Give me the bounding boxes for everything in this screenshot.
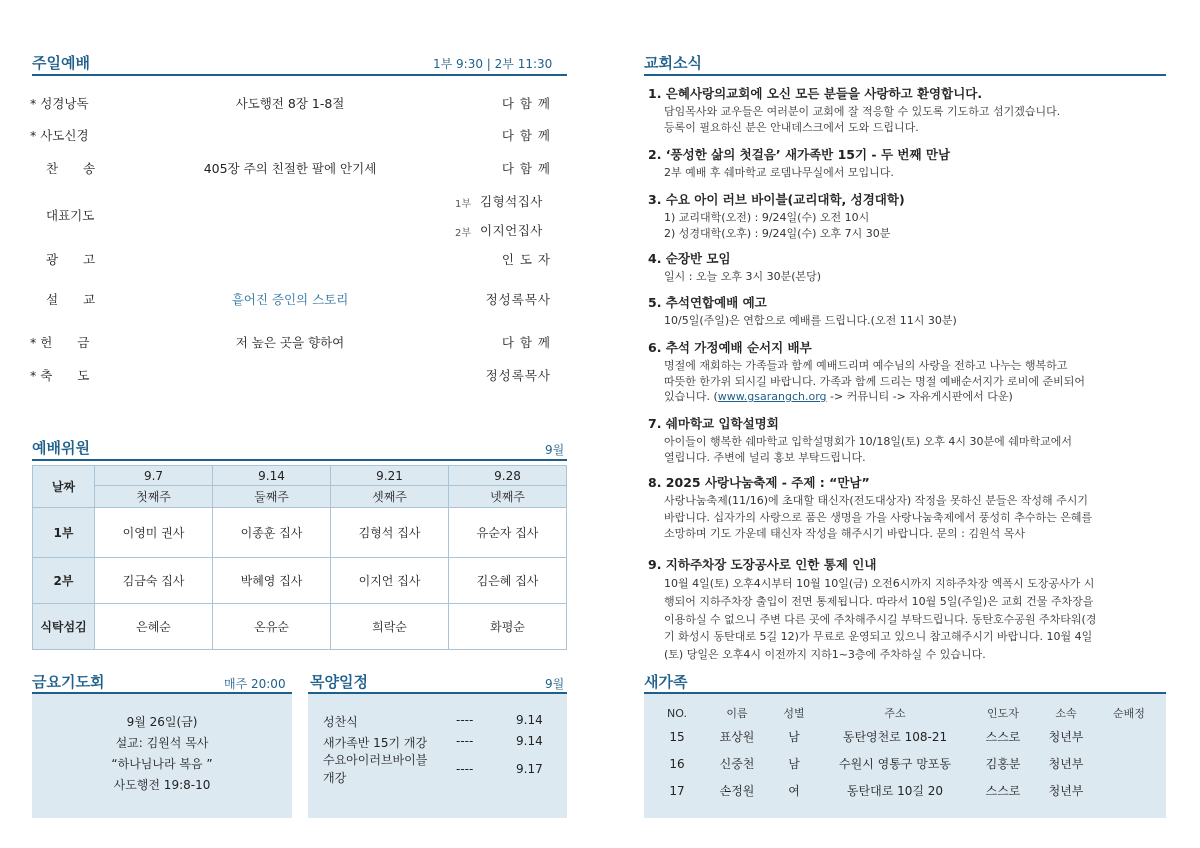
worship-content: 405장 주의 친절한 팔에 안기세	[203, 161, 377, 176]
news-item	[648, 249, 1168, 285]
newcomers-header: 이름	[726, 707, 748, 720]
news-body: 사랑나눔축제(11/16)에 초대할 태신자(전도대상자) 작정을 못하신 분들은 작성해 주시기 바랍니다. 십자가의 사랑으로 품은 생명을 가을 사랑나눔축제에서 풍성히 추수하는 은혜를 소망하며 기도 가운데 태신자 작성을 해주시기 바랍니다. 문의 : 김원석 목사	[664, 494, 1093, 540]
worship-label: * 축 도	[30, 368, 90, 383]
newcomer-dept: 청년부	[1048, 757, 1084, 771]
friday-preacher: 설교: 김원석 목사	[115, 736, 209, 750]
roster-month: 9월	[545, 443, 565, 457]
pastoral-box	[308, 694, 567, 818]
news-heading: 1. 은혜사랑의교회에 오신 모든 분들을 사랑하고 환영합니다.	[648, 86, 983, 101]
newcomers-header: 성별	[783, 707, 805, 720]
newcomers-header: 인도자	[987, 707, 1019, 720]
worship-row	[30, 366, 565, 386]
worship-row	[30, 333, 565, 353]
prayer-second-name: 이지언집사	[480, 223, 543, 238]
newcomer-address: 동탄영천로 108-21	[842, 730, 948, 744]
news-heading: 2. ‘풍성한 삶의 첫걸음’ 새가족반 15기 - 두 번째 만남	[648, 147, 951, 162]
news-item	[648, 84, 1168, 135]
pastoral-item-name: 수요아이러브바이블 개강	[323, 753, 428, 785]
newcomer-gender: 여	[788, 784, 800, 798]
newcomer-gender: 남	[788, 730, 800, 744]
friday-title: 금요기도회	[32, 673, 105, 691]
roster-date: 9.28	[449, 466, 567, 486]
news-body: 1) 교리대학(오전) : 9/24일(수) 오전 10시 2) 성경대학(오후) : 9/24일(수) 오후 7시 30분	[664, 211, 891, 240]
prayer-label: 대표기도	[46, 208, 95, 223]
newcomers-header: NO.	[667, 706, 687, 720]
news-body-text: 있습니다. (	[664, 390, 718, 403]
news-heading: 7. 쉐마학교 입학설명회	[648, 416, 779, 431]
pastoral-title: 목양일정	[310, 673, 368, 691]
roster-cell: 김금숙 집사	[95, 558, 213, 604]
worship-leader: 다 함 께	[501, 128, 551, 143]
newcomers-header: 순배정	[1113, 707, 1145, 720]
news-body-text: -> 커뮤니티 -> 자유게시판에서 다운)	[826, 390, 1013, 403]
news-item	[648, 145, 1168, 181]
roster-cell: 희락순	[331, 604, 449, 650]
news-body: 아이들이 행복한 쉐마학교 입학설명회가 10/18일(토) 오후 4시 30분에 쉐마학교에서 열립니다. 주변에 널리 홍보 부탁드립니다.	[664, 435, 1073, 464]
roster-cell: 유순자 집사	[449, 508, 567, 558]
news-item	[648, 473, 1168, 543]
pastoral-item-dash: ----	[456, 713, 474, 727]
newcomers-title: 새가족	[644, 673, 688, 691]
news-body: 10/5일(주일)은 연합으로 예배를 드립니다.(오전 11시 30분)	[664, 314, 957, 327]
newcomers-table	[648, 703, 1162, 804]
newcomer-group	[1096, 777, 1162, 804]
news-item	[648, 190, 1168, 241]
worship-row	[30, 290, 565, 310]
roster-date: 9.14	[213, 466, 331, 486]
pastoral-item-name: 성찬식	[323, 715, 358, 729]
roster-cell: 온유순	[213, 604, 331, 650]
roster-cell: 이지언 집사	[331, 558, 449, 604]
worship-label: 찬 송	[46, 161, 96, 176]
pastoral-item-dash: ----	[456, 762, 474, 776]
roster-row-label: 2부	[33, 558, 95, 604]
newcomer-name: 신중천	[719, 757, 755, 771]
table-row	[648, 777, 1162, 804]
news-body: 2부 예배 후 쉐마학교 로뎀나무실에서 모입니다.	[664, 166, 894, 179]
pastoral-item-dash: ----	[456, 734, 474, 748]
roster-cell: 이영미 권사	[95, 508, 213, 558]
news-item	[648, 338, 1168, 405]
friday-date: 9월 26일(금)	[126, 715, 198, 729]
website-link[interactable]: www.gsarangch.org	[717, 390, 827, 403]
news-item	[648, 555, 1168, 664]
newcomer-guide: 스스로	[985, 730, 1021, 744]
news-body: 일시 : 오늘 오후 3시 30분(본당)	[664, 270, 822, 283]
pastoral-item-date: 9.17	[516, 762, 543, 776]
news-item	[648, 293, 1168, 329]
news-heading: 5. 추석연합예배 예고	[648, 295, 767, 310]
worship-leader: 정성록목사	[485, 292, 551, 307]
worship-label: * 성경낭독	[30, 96, 89, 111]
roster-cell: 화평순	[449, 604, 567, 650]
news-body: 명절에 재회하는 가족들과 함께 예배드리며 예수님의 사랑을 전하고 나누는 행복하고 따뜻한 한가위 되시길 바랍니다. 가족과 함께 드리는 명절 예배순서지가 로비에 준비되어	[664, 359, 1085, 388]
pastoral-item-name: 새가족반 15기 개강	[323, 736, 428, 750]
roster-week: 첫째주	[95, 486, 213, 508]
news-item	[648, 414, 1168, 465]
news-body: 10월 4일(토) 오후4시부터 10월 10일(금) 오전6시까지 지하주차장 엑폭시 도장공사가 시 행되어 지하주차장 출입이 전면 통제됩니다. 따라서 10월 5일(주일)은 교회 건물 주차장을 이용하실 수 없으니 주변 다른 곳에 주차해주시길 부탁드립니다. 동탄호수공원 주차타워(경 기 화성시 동탄대로 5길 12)가 무료로 운영되고 있으니 참고해주시기 바랍니다. 10월 4일 (토) 당일은 오후4시 이전까지 지하1~3층에 주차하실 수 있습니다.	[664, 577, 1097, 662]
newcomer-guide: 김홍분	[985, 757, 1021, 771]
newcomer-no: 17	[669, 783, 685, 798]
newcomer-dept: 청년부	[1048, 730, 1084, 744]
newcomers-header: 주소	[884, 707, 906, 720]
friday-box	[32, 694, 292, 818]
prayer-first-tag: 1부	[455, 199, 472, 210]
roster-title: 예배위원	[32, 439, 90, 457]
news-heading: 6. 추석 가정예배 순서지 배부	[648, 340, 812, 355]
news-rule	[644, 74, 1166, 76]
worship-row	[30, 250, 565, 270]
friday-sermon-title: “하나님나라 복음 ”	[111, 757, 213, 771]
newcomers-header: 소속	[1055, 707, 1077, 720]
worship-leader: 인 도 자	[501, 252, 551, 267]
worship-label: 설 교	[46, 292, 96, 307]
friday-time: 매주 20:00	[224, 677, 286, 691]
roster-cell: 은혜순	[95, 604, 213, 650]
roster-row-label: 1부	[33, 508, 95, 558]
table-row	[648, 723, 1162, 750]
friday-scripture: 사도행전 19:8-10	[113, 778, 211, 792]
roster-date: 9.21	[331, 466, 449, 486]
news-heading: 9. 지하주차장 도장공사로 인한 통제 인내	[648, 557, 877, 572]
roster-cell: 김은혜 집사	[449, 558, 567, 604]
roster-cell: 이종훈 집사	[213, 508, 331, 558]
worship-leader: 정성록목사	[485, 368, 551, 383]
worship-content: 사도행전 8장 1-8절	[235, 96, 345, 111]
worship-row	[30, 159, 565, 179]
newcomer-guide: 스스로	[985, 784, 1021, 798]
roster-week: 둘째주	[213, 486, 331, 508]
newcomer-group	[1096, 750, 1162, 777]
worship-rule	[32, 74, 567, 76]
worship-leader: 다 함 께	[501, 161, 551, 176]
news-title: 교회소식	[644, 54, 702, 72]
pastoral-item-date: 9.14	[516, 713, 543, 727]
newcomer-gender: 남	[788, 757, 800, 771]
roster-row-label: 식탁섬김	[33, 604, 95, 650]
pastoral-month: 9월	[545, 677, 565, 691]
worship-label: 광 고	[46, 252, 96, 267]
news-heading: 8. 2025 사랑나눔축제 - 주제 : “만남”	[648, 475, 870, 490]
worship-leader: 다 함 께	[501, 96, 551, 111]
prayer-second-tag: 2부	[455, 228, 472, 239]
worship-label: * 사도신경	[30, 128, 89, 143]
roster-week: 넷째주	[449, 486, 567, 508]
newcomer-name: 표상원	[719, 730, 755, 744]
prayer-first-name: 김형석집사	[480, 194, 543, 209]
table-row	[648, 750, 1162, 777]
worship-times: 1부 9:30 | 2부 11:30	[433, 57, 553, 71]
newcomer-address: 동탄대로 10길 20	[846, 784, 944, 798]
worship-row	[30, 94, 565, 114]
worship-leader: 다 함 께	[501, 335, 551, 350]
roster-cell: 박혜영 집사	[213, 558, 331, 604]
newcomer-name: 손정원	[719, 784, 755, 798]
roster-week: 셋째주	[331, 486, 449, 508]
news-heading: 4. 순장반 모임	[648, 251, 731, 266]
worship-content: 저 높은 곳을 향하여	[235, 335, 345, 350]
pastoral-item-date: 9.14	[516, 734, 543, 748]
newcomer-address: 수원시 영통구 망포동	[839, 757, 951, 771]
roster-date: 9.7	[95, 466, 213, 486]
news-body-link-line	[648, 389, 1168, 405]
news-body: 담임목사와 교우들은 여러분이 교회에 잘 적응할 수 있도록 기도하고 섬기겠습니다. 등록이 필요하신 분은 안내데스크에서 도와 드립니다.	[664, 105, 1061, 134]
roster-table	[32, 465, 567, 650]
worship-title: 주일예배	[32, 54, 90, 72]
roster-cell: 김형석 집사	[331, 508, 449, 558]
newcomer-no: 15	[669, 729, 685, 744]
roster-date-label: 날짜	[33, 466, 95, 508]
roster-rule	[32, 459, 567, 461]
news-heading: 3. 수요 아이 러브 바이블(교리대학, 성경대학)	[648, 192, 905, 207]
worship-label: * 헌 금	[30, 335, 90, 350]
sermon-title: 흩어진 증인의 스토리	[231, 292, 349, 307]
newcomer-dept: 청년부	[1048, 784, 1084, 798]
worship-row	[30, 126, 565, 146]
newcomer-group	[1096, 723, 1162, 750]
newcomer-no: 16	[669, 756, 685, 771]
